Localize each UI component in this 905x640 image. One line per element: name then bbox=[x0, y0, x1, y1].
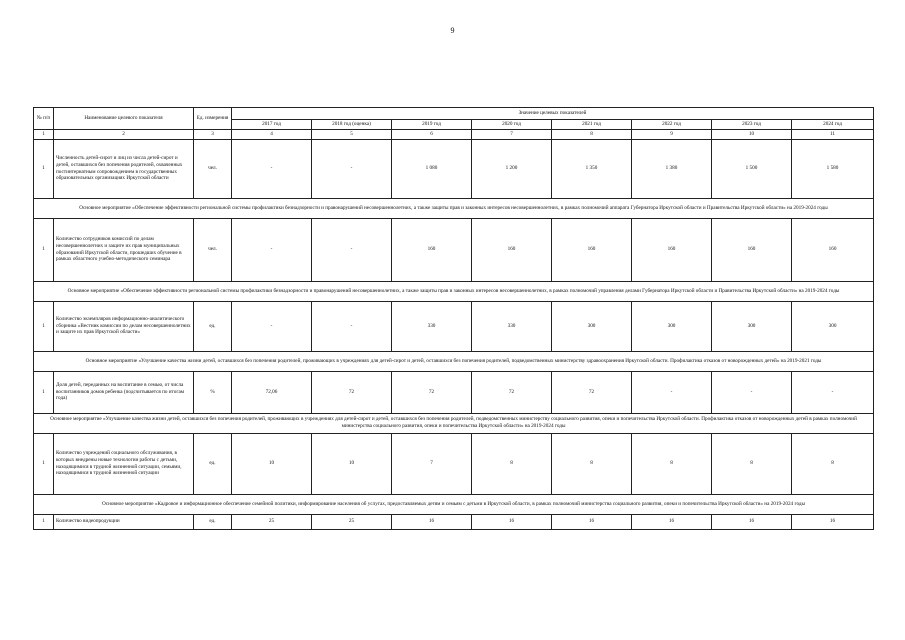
value-cell: 160 bbox=[632, 218, 712, 281]
value-cell: 16 bbox=[792, 514, 874, 529]
table-row bbox=[34, 139, 874, 198]
table-row bbox=[34, 218, 874, 281]
header-year: 2023 год bbox=[712, 120, 792, 130]
value-cell: 160 bbox=[472, 218, 552, 281]
column-index: 3 bbox=[194, 129, 232, 139]
indicator-name: Количество учреждений социального обслуживания, в которых внедрены новые технологии работы с детьми, находящимися в трудной жизненной ситуации, семьями, находящимися в трудной жизненной ситуации bbox=[54, 433, 194, 494]
header-year: 2024 год bbox=[792, 120, 874, 130]
table-row bbox=[34, 514, 874, 529]
value-cell: 16 bbox=[472, 514, 552, 529]
main-event-text: Основное мероприятие «Обеспечение эффективности региональной системы профилактики безнадзорности и правонарушений несовершеннолетних, а также защиты прав и законных интересов несовершеннолетних, в рамках полномочий управления делами Губернатора Иркутской области и Правительства Иркутской области» на 2019-2024 годы bbox=[34, 281, 874, 301]
column-index: 1 bbox=[34, 129, 54, 139]
header-indicator-name: Наименование целевого показателя bbox=[54, 108, 194, 130]
value-cell: 1 080 bbox=[392, 139, 472, 198]
event-row bbox=[34, 494, 874, 514]
value-cell: - bbox=[312, 301, 392, 351]
column-index: 7 bbox=[472, 129, 552, 139]
table-row bbox=[34, 433, 874, 494]
header-year: 2018 год (оценка) bbox=[312, 120, 392, 130]
row-number: 1 bbox=[34, 301, 54, 351]
value-cell: - bbox=[792, 371, 874, 413]
value-cell: 8 bbox=[792, 433, 874, 494]
header-unit: Ед. измерения bbox=[194, 108, 232, 130]
value-cell: - bbox=[312, 218, 392, 281]
value-cell: - bbox=[632, 371, 712, 413]
value-cell: - bbox=[312, 139, 392, 198]
header-values-group: Значение целевых показателей bbox=[232, 108, 874, 120]
value-cell: 8 bbox=[632, 433, 712, 494]
header-year: 2017 год bbox=[232, 120, 312, 130]
header-number: № п/п bbox=[34, 108, 54, 130]
column-index: 10 bbox=[712, 129, 792, 139]
value-cell: - bbox=[712, 371, 792, 413]
column-index: 11 bbox=[792, 129, 874, 139]
value-cell: 72 bbox=[472, 371, 552, 413]
event-row bbox=[34, 281, 874, 301]
value-cell: 160 bbox=[792, 218, 874, 281]
value-cell: 300 bbox=[552, 301, 632, 351]
value-cell: 300 bbox=[792, 301, 874, 351]
value-cell: - bbox=[232, 301, 312, 351]
value-cell: 8 bbox=[552, 433, 632, 494]
column-index: 9 bbox=[632, 129, 712, 139]
header-year: 2022 год bbox=[632, 120, 712, 130]
main-event-text: Основное мероприятие «Улучшение качества жизни детей, оставшихся без попечения родителей, проживающих в учреждениях для детей-сирот и детей, оставшихся без попечения родителей, подведомственных министерству здравоохранения Иркутской области. Профилактика отказов от новорожденных детей» на 2019-2021 годы bbox=[34, 351, 874, 371]
value-cell: 1 380 bbox=[632, 139, 712, 198]
value-cell: 16 bbox=[632, 514, 712, 529]
row-number: 1 bbox=[34, 514, 54, 529]
value-cell: 72,06 bbox=[232, 371, 312, 413]
indicator-name: Количество видеопродукции bbox=[54, 514, 194, 529]
value-cell: 300 bbox=[632, 301, 712, 351]
value-cell: 16 bbox=[712, 514, 792, 529]
value-cell: 16 bbox=[392, 514, 472, 529]
value-cell: 25 bbox=[232, 514, 312, 529]
indicator-unit: % bbox=[194, 371, 232, 413]
target-indicators-table bbox=[33, 107, 874, 530]
row-number: 1 bbox=[34, 433, 54, 494]
value-cell: - bbox=[232, 139, 312, 198]
value-cell: 1 200 bbox=[472, 139, 552, 198]
value-cell: 330 bbox=[472, 301, 552, 351]
value-cell: 10 bbox=[312, 433, 392, 494]
value-cell: 8 bbox=[472, 433, 552, 494]
event-row bbox=[34, 351, 874, 371]
indicator-name: Количество сотрудников комиссий по делам несовершеннолетних и защите их прав муниципальных образований Иркутской области, прошедших обучение в рамках областного учебно-методического семинара bbox=[54, 218, 194, 281]
header-year: 2019 год bbox=[392, 120, 472, 130]
value-cell: 300 bbox=[712, 301, 792, 351]
value-cell: 7 bbox=[392, 433, 472, 494]
table-row bbox=[34, 301, 874, 351]
value-cell: 1 500 bbox=[712, 139, 792, 198]
indicator-unit: ед. bbox=[194, 301, 232, 351]
indicator-name: Численность детей-сирот и лиц из числа детей-сирот и детей, оставшихся без попечения родителей, охваченных постинтернатным сопровождением в государственных образовательных организациях Иркутской области bbox=[54, 139, 194, 198]
value-cell: 160 bbox=[392, 218, 472, 281]
page-number: 9 bbox=[450, 26, 455, 35]
value-cell: 160 bbox=[712, 218, 792, 281]
indicator-name: Количество экземпляров информационно-аналитического сборника «Вестник комиссии по делам несовершеннолетних и защите их прав Иркутской области» bbox=[54, 301, 194, 351]
table-row bbox=[34, 371, 874, 413]
main-event-text: Основное мероприятие «Кадровое и информационное обеспечение семейной политики, информирование населения об услугах, предоставляемых детям и семьям с детьми в Иркутской области, в рамках полномочий министерства социального развития, опеки и попечительства Иркутской области» на 2019-2024 годы bbox=[34, 494, 874, 514]
main-event-text: Основное мероприятие «Обеспечение эффективности региональной системы профилактики безнадзорности и правонарушений несовершеннолетних, а также защиты прав и законных интересов несовершеннолетних, в рамках полномочий аппарата Губернатора Иркутской области и Правительства Иркутской области» на 2019-2024 годы bbox=[34, 198, 874, 218]
header-year: 2020 год bbox=[472, 120, 552, 130]
value-cell: 8 bbox=[712, 433, 792, 494]
value-cell: 72 bbox=[552, 371, 632, 413]
column-index: 2 bbox=[54, 129, 194, 139]
column-index: 6 bbox=[392, 129, 472, 139]
value-cell: 72 bbox=[312, 371, 392, 413]
indicator-unit: чел. bbox=[194, 218, 232, 281]
row-number: 1 bbox=[34, 139, 54, 198]
value-cell: 1 350 bbox=[552, 139, 632, 198]
main-event-text: Основное мероприятие «Улучшение качества жизни детей, оставшихся без попечения родителей, проживающих в учреждениях для детей-сирот и детей, оставшихся без попечения родителей, подведомственных министерству социального развития, опеки и попечительства Иркутской области. Профилактика отказов от новорожденных детей в рамках полномочий министерства социального развития, опеки и попечительства Иркутской области» на 2019-2024 годы bbox=[34, 413, 874, 433]
column-index: 4 bbox=[232, 129, 312, 139]
row-number: 1 bbox=[34, 371, 54, 413]
event-row bbox=[34, 198, 874, 218]
value-cell: - bbox=[232, 218, 312, 281]
indicator-unit: ед. bbox=[194, 514, 232, 529]
value-cell: 330 bbox=[392, 301, 472, 351]
value-cell: 72 bbox=[392, 371, 472, 413]
indicator-name: Доля детей, переданных на воспитание в семью, от числа воспитанников домов ребенка (подсчитывается по итогам года) bbox=[54, 371, 194, 413]
column-index: 8 bbox=[552, 129, 632, 139]
value-cell: 160 bbox=[552, 218, 632, 281]
indicator-unit: чел. bbox=[194, 139, 232, 198]
value-cell: 25 bbox=[312, 514, 392, 529]
value-cell: 16 bbox=[552, 514, 632, 529]
header-year: 2021 год bbox=[552, 120, 632, 130]
row-number: 1 bbox=[34, 218, 54, 281]
value-cell: 10 bbox=[232, 433, 312, 494]
indicator-unit: ед. bbox=[194, 433, 232, 494]
value-cell: 1 580 bbox=[792, 139, 874, 198]
event-row bbox=[34, 413, 874, 433]
column-index: 5 bbox=[312, 129, 392, 139]
